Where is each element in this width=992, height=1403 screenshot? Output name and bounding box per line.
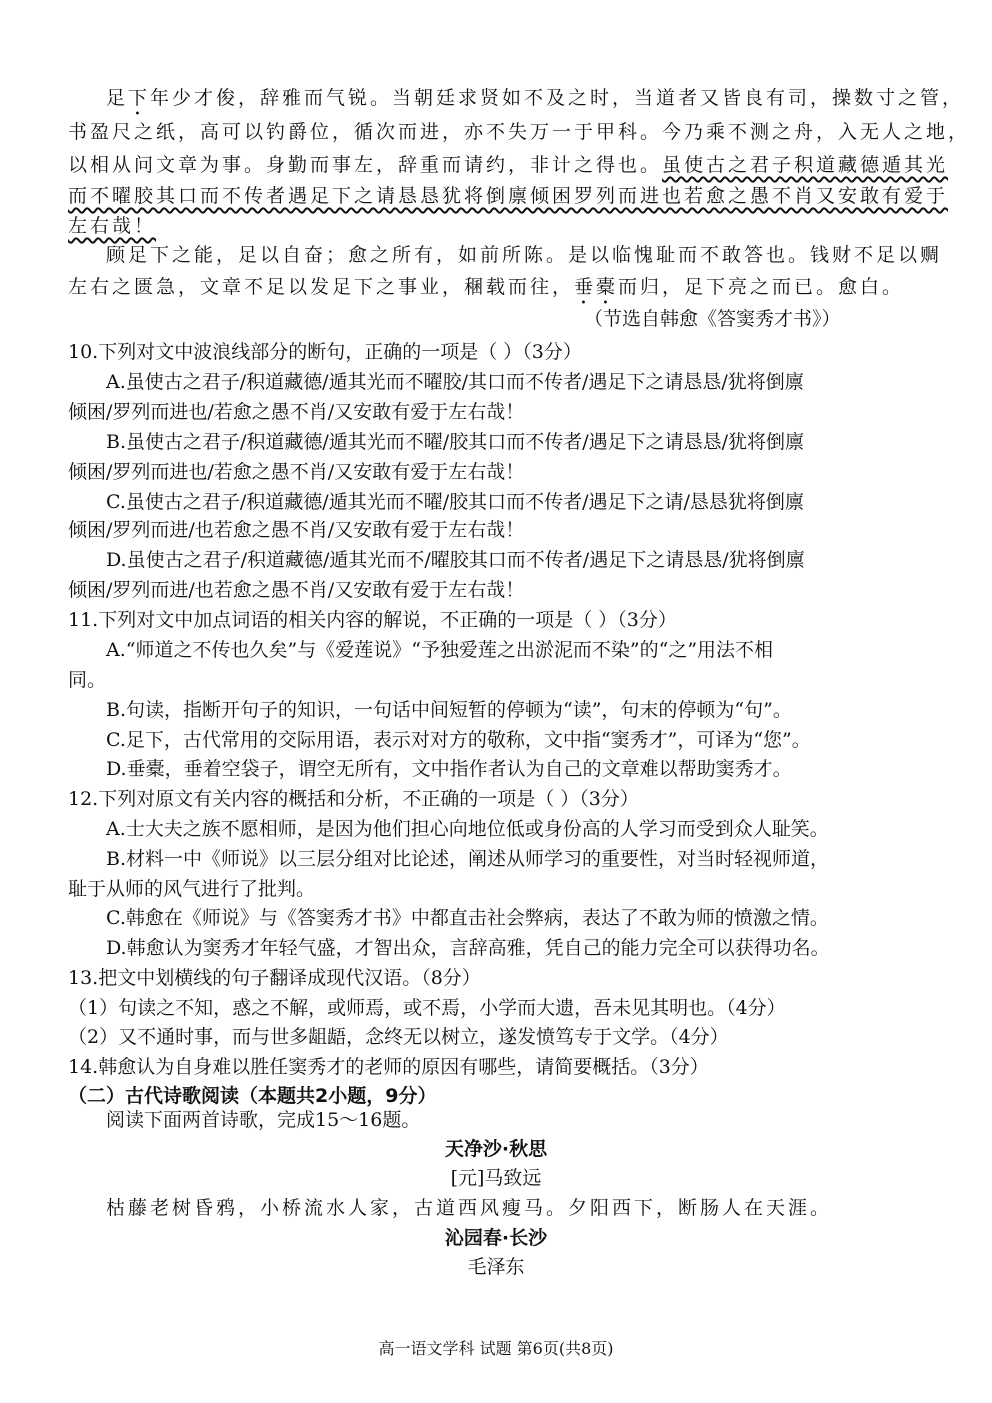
q10-option-b-cont: 倾困/罗列而进也/若愈之愚不肖/又安敢有爱于左右哉！ xyxy=(68,461,525,483)
dotted-word: 垂橐 xyxy=(574,276,619,298)
wavy-underlined-text: 左右哉！ xyxy=(68,215,157,237)
section-intro: 阅读下面两首诗歌，完成15～16题。 xyxy=(106,1109,421,1131)
q10-option-c-cont: 倾困/罗列而进/也若愈之愚不肖/又安敢有爱于左右哉！ xyxy=(68,519,525,541)
wavy-underlined-text: 而不曜胶其口而不传者遇足下之请恳恳犹将倒廪倾困罗列而进也若愈之愚不肖又安敢有爱于 xyxy=(68,185,949,207)
q11-option-c: C.足下，古代常用的交际用语，表示对对方的敬称，文中指“窦秀才”，可译为“您”。 xyxy=(106,729,811,751)
q11-option-a-cont: 同。 xyxy=(68,669,107,691)
poem-2-author: 毛泽东 xyxy=(467,1256,525,1278)
q10-option-a: A.虽使古之君子/积道藏德/遁其光而不曜胶/其口而不传者/遇足下之请恳恳/犹将倒廪 xyxy=(106,371,804,393)
q12-option-c: C.韩愈在《师说》与《答窦秀才书》中都直击社会弊病，表达了不敢为师的愤激之情。 xyxy=(106,907,829,929)
question-14-stem: 14.韩愈认为自身难以胜任窦秀才的老师的原因有哪些，请简要概括。（3分） xyxy=(68,1056,709,1078)
question-13-stem: 13.把文中划横线的句子翻译成现代汉语。（8分） xyxy=(68,967,481,989)
q12-option-b: B.材料一中《师说》以三层分组对比论述，阐述从师学习的重要性，对当时轻视师道， xyxy=(106,848,830,870)
q10-option-d: D.虽使古之君子/积道藏德/遁其光而不/曜胶其口而不传者/遇足下之请恳恳/犹将倒廪 xyxy=(106,549,805,571)
question-11-stem: 11.下列对文中加点词语的相关内容的解说，不正确的一项是（ ）（3分） xyxy=(68,609,677,631)
q10-option-a-cont: 倾困/罗列而进也/若愈之愚不肖/又安敢有爱于左右哉！ xyxy=(68,401,525,423)
poem-2-title: 沁园春·长沙 xyxy=(444,1227,548,1249)
passage-source: （节选自韩愈《答窦秀才书》） xyxy=(584,308,841,330)
q12-option-a: A.士大夫之族不愿相师，是因为他们担心向地位低或身份高的人学习而受到众人耻笑。 xyxy=(106,818,829,840)
q10-option-d-cont: 倾困/罗列而进/也若愈之愚不肖/又安敢有爱于左右哉！ xyxy=(68,579,525,601)
q11-option-b: B.句读，指断开句子的知识，一句话中间短暂的停顿为“读”，句末的停顿为“句”。 xyxy=(106,699,792,721)
poem-1-text: 枯藤老树昏鸦，小桥流水人家，古道西风瘦马。夕阳西下，断肠人在天涯。 xyxy=(106,1197,833,1219)
q11-option-d: D.垂橐，垂着空袋子，谓空无所有，文中指作者认为自己的文章难以帮助窦秀才。 xyxy=(106,758,792,780)
question-12-stem: 12.下列对原文有关内容的概括和分析，不正确的一项是（ ）（3分） xyxy=(68,788,639,810)
q10-option-b: B.虽使古之君子/积道藏德/遁其光而不曜/胶其口而不传者/遇足下之请恳恳/犹将倒廪 xyxy=(106,431,805,453)
q12-option-d: D.韩愈认为窦秀才年轻气盛，才智出众，言辞高雅，凭自己的能力完全可以获得功名。 xyxy=(106,937,830,959)
q12-option-b-cont: 耻于从师的风气进行了批判。 xyxy=(68,878,316,900)
page-footer: 高一语文学科 试题 第6页(共8页) xyxy=(378,1339,614,1358)
passage-line: 书盈尺之纸，高可以钓爵位，循次而进，亦不失万一于甲科。今乃乘不测之舟，入无人之地， xyxy=(68,121,971,143)
passage-line: 左右之匮急，文章不足以发足下之事业，稛载而往，垂橐而归，足下亮之而已。愈白。 xyxy=(68,276,905,298)
q13-sentence-2: （2）又不通时事，而与世多龃龉，念终无以树立，遂发愤笃专于文学。（4分） xyxy=(68,1026,729,1048)
q11-option-a: A.“师道之不传也久矣”与《爱莲说》“予独爱莲之出淤泥而不染”的“之”用法不相 xyxy=(106,639,774,661)
passage-line: 以相从问文章为事。身勤而事左，辞重而请约，非计之得也。虽使古之君子积道藏德遁其光 xyxy=(68,154,949,176)
dotted-word: 下 xyxy=(128,87,151,109)
poem-1-author: [元]马致远 xyxy=(450,1167,542,1189)
poem-1-title: 天净沙·秋思 xyxy=(444,1138,548,1160)
question-10-stem: 10.下列对文中波浪线部分的断句，正确的一项是（ ）（3分） xyxy=(68,341,582,363)
section-heading: （二）古代诗歌阅读（本题共2小题，9分） xyxy=(68,1085,437,1107)
q13-sentence-1: （1）句读之不知，惑之不解，或师焉，或不焉，小学而大遗，吾未见其明也。（4分） xyxy=(68,997,786,1019)
passage-line: 顾足下之能，足以自奋；愈之所有，如前所陈。是以临愧耻而不敢答也。钱财不足以赒 xyxy=(106,244,943,266)
wavy-underlined-text: 虽使古之君子积道藏德遁其光 xyxy=(662,154,949,176)
passage-line: 足下年少才俊，辞雅而气锐。当朝廷求贤如不及之时，当道者又皆良有司，操数寸之管， xyxy=(106,87,965,109)
q10-option-c: C.虽使古之君子/积道藏德/遁其光而不曜/胶其口而不传者/遇足下之请/恳恳犹将倒廪 xyxy=(106,491,804,513)
